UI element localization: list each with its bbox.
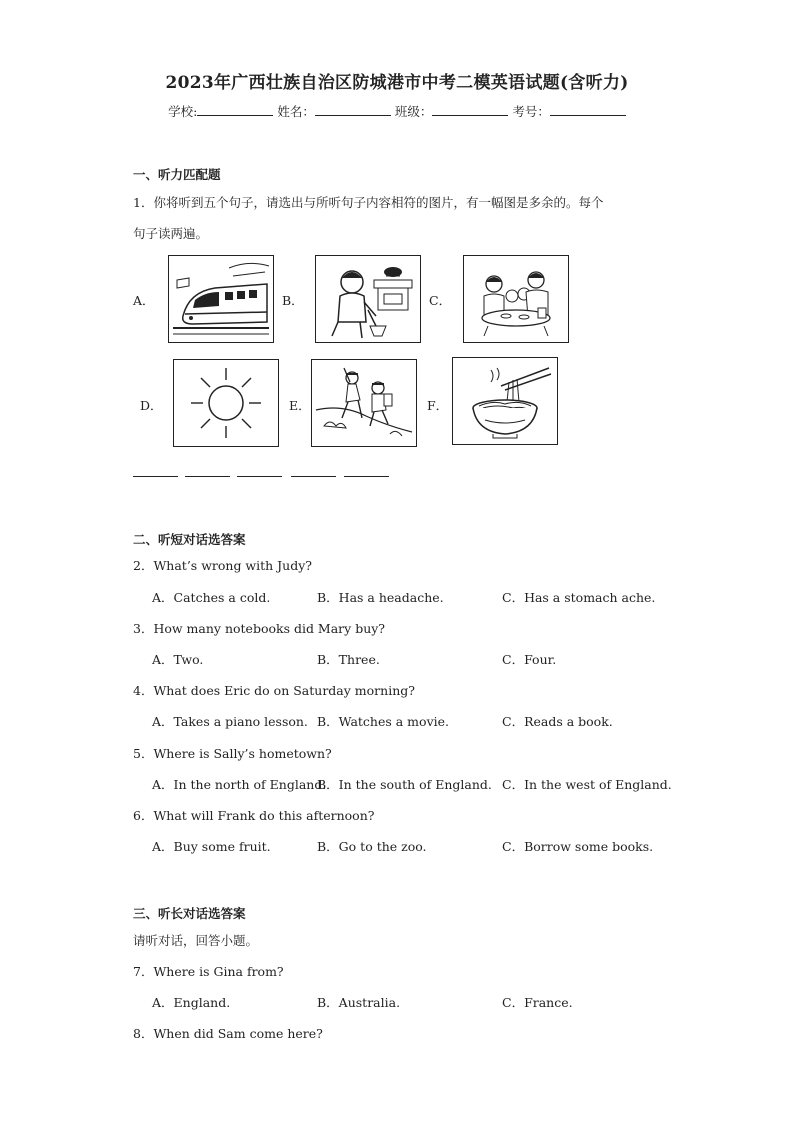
answer-blank-2[interactable] xyxy=(185,476,230,477)
answer-blank-4[interactable] xyxy=(291,476,336,477)
noodles-icon xyxy=(453,358,557,444)
label-b: B． xyxy=(282,293,304,308)
label-c: C． xyxy=(429,293,452,308)
q1-text-line1: 1．你将听到五个句子，请选出与所听句子内容相符的图片，有一幅图是多余的。每个 xyxy=(133,195,604,210)
q6-option-b[interactable]: B．Go to the zoo. xyxy=(317,839,427,854)
name-blank[interactable] xyxy=(315,103,391,116)
q3-option-b[interactable]: B．Three. xyxy=(317,652,380,667)
q7-option-a[interactable]: A．England. xyxy=(152,995,231,1010)
section3-intro: 请听对话，回答小题。 xyxy=(133,933,259,948)
school-blank[interactable] xyxy=(197,103,273,116)
q3-option-c[interactable]: C．Four. xyxy=(502,652,557,667)
question-8: 8．When did Sam come here? xyxy=(133,1026,323,1041)
question-4: 4．What does Eric do on Saturday morning? xyxy=(133,683,415,698)
q5-option-b[interactable]: B．In the south of England. xyxy=(317,777,492,792)
family-dinner-icon xyxy=(464,256,568,342)
label-f: F． xyxy=(427,398,449,413)
section3-heading: 三、听长对话选答案 xyxy=(133,906,246,921)
section1-heading: 一、听力匹配题 xyxy=(133,167,221,182)
page-title: 2023年广西壮族自治区防城港市中考二模英语试题(含听力) xyxy=(165,73,629,93)
label-a: A． xyxy=(133,293,155,308)
answer-blank-5[interactable] xyxy=(344,476,389,477)
q5-option-a[interactable]: A．In the north of England. xyxy=(152,777,327,792)
school-label: 学校: xyxy=(168,104,198,119)
hikers-icon xyxy=(312,360,416,446)
question-6: 6．What will Frank do this afternoon? xyxy=(133,808,375,823)
q4-option-a[interactable]: A．Takes a piano lesson. xyxy=(152,714,308,729)
answer-blank-3[interactable] xyxy=(237,476,282,477)
number-blank[interactable] xyxy=(550,103,626,116)
picture-e xyxy=(311,359,417,447)
sun-icon xyxy=(174,360,278,446)
train-icon xyxy=(169,256,273,342)
class-blank[interactable] xyxy=(432,103,508,116)
picture-b xyxy=(315,255,421,343)
label-e: E． xyxy=(289,398,311,413)
answer-blank-1[interactable] xyxy=(133,476,178,477)
picture-f xyxy=(452,357,558,445)
q4-option-b[interactable]: B．Watches a movie. xyxy=(317,714,449,729)
q7-option-b[interactable]: B．Australia. xyxy=(317,995,401,1010)
class-label: 班级： xyxy=(394,104,433,119)
picture-d xyxy=(173,359,279,447)
question-7: 7．Where is Gina from? xyxy=(133,964,284,979)
picture-c xyxy=(463,255,569,343)
q7-option-c[interactable]: C．France. xyxy=(502,995,573,1010)
question-5: 5．Where is Sally’s hometown? xyxy=(133,746,332,761)
q6-option-a[interactable]: A．Buy some fruit. xyxy=(152,839,271,854)
q1-text-line2: 句子读两遍。 xyxy=(133,226,209,241)
q4-option-c[interactable]: C．Reads a book. xyxy=(502,714,613,729)
q5-option-c[interactable]: C．In the west of England. xyxy=(502,777,672,792)
q3-option-a[interactable]: A．Two. xyxy=(152,652,204,667)
q2-option-c[interactable]: C．Has a stomach ache. xyxy=(502,590,656,605)
q2-option-b[interactable]: B．Has a headache. xyxy=(317,590,444,605)
picture-a xyxy=(168,255,274,343)
number-label: 考号： xyxy=(512,104,550,119)
question-3: 3．How many notebooks did Mary buy? xyxy=(133,621,386,636)
boy-sweeping-icon xyxy=(316,256,420,342)
student-info-line xyxy=(0,102,794,120)
name-label: 姓名： xyxy=(277,104,315,119)
question-2: 2．What’s wrong with Judy? xyxy=(133,558,312,573)
label-d: D． xyxy=(140,398,163,413)
q2-option-a[interactable]: A．Catches a cold. xyxy=(152,590,271,605)
section2-heading: 二、听短对话选答案 xyxy=(133,532,246,547)
q6-option-c[interactable]: C．Borrow some books. xyxy=(502,839,654,854)
